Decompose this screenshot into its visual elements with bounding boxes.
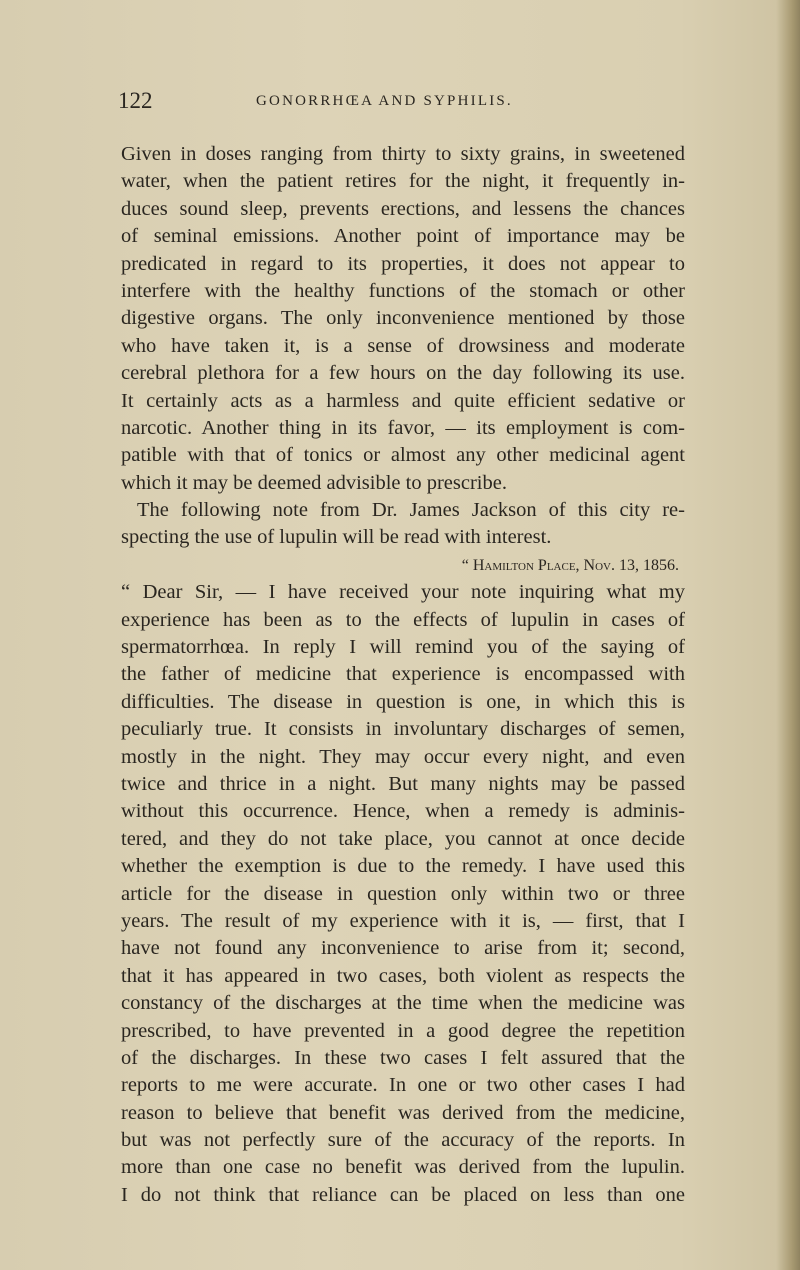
text-line: of the discharges. In these two cases I felt assured that the bbox=[121, 1046, 685, 1069]
text-line: mostly in the night. They may occur every night, and even bbox=[121, 745, 685, 768]
paragraph-end-line: specting the use of lupulin will be read with interest. bbox=[121, 526, 552, 549]
page-number: 122 bbox=[118, 88, 153, 113]
text-line: reason to believe that benefit was derived from the medicine, bbox=[121, 1101, 685, 1124]
text-line: that it has appeared in two cases, both violent as respects the bbox=[121, 964, 685, 987]
paragraph-start-line: The following note from Dr. James Jackson of this city re- bbox=[137, 499, 685, 522]
text-line: difficulties. The disease in question is one, in which this is bbox=[121, 690, 685, 713]
text-line: reports to me were accurate. In one or two other cases I had bbox=[121, 1074, 685, 1097]
text-line: peculiarly true. It consists in involuntary discharges of semen, bbox=[121, 718, 685, 741]
text-line: predicated in regard to its properties, it does not appear to bbox=[121, 252, 685, 275]
text-line: whether the exemption is due to the remedy. I have used this bbox=[121, 855, 685, 878]
text-line: water, when the patient retires for the night, it frequently in- bbox=[121, 170, 685, 193]
text-line: have not found any inconvenience to arise from it; second, bbox=[121, 937, 685, 960]
running-title: GONORRHŒA AND SYPHILIS. bbox=[256, 93, 513, 109]
letter-dateline: “ Hamilton Place, Nov. 13, 1856. bbox=[461, 556, 679, 574]
text-line: tered, and they do not take place, you cannot at once decide bbox=[121, 827, 685, 850]
text-line: spermatorrhœa. In reply I will remind you of the saying of bbox=[121, 636, 685, 659]
text-line: twice and thrice in a night. But many nights may be passed bbox=[121, 772, 685, 795]
text-line: It certainly acts as a harmless and quite efficient sedative or bbox=[121, 389, 685, 412]
text-line: but was not perfectly sure of the accuracy of the reports. In bbox=[121, 1129, 685, 1152]
text-line: years. The result of my experience with it is, — first, that I bbox=[121, 909, 685, 932]
text-line: more than one case no benefit was derived from the lupulin. bbox=[121, 1156, 685, 1179]
letter-salutation-line: “ Dear Sir, — I have received your note inquiring what my bbox=[121, 581, 685, 604]
text-line: I do not think that reliance can be placed on less than one bbox=[121, 1183, 685, 1206]
running-header bbox=[118, 88, 688, 118]
text-line: narcotic. Another thing in its favor, — its employment is com- bbox=[121, 416, 685, 439]
text-line: cerebral plethora for a few hours on the day following its use. bbox=[121, 362, 685, 385]
text-line: who have taken it, is a sense of drowsiness and moderate bbox=[121, 334, 685, 357]
text-line: digestive organs. The only inconvenience mentioned by those bbox=[121, 307, 685, 330]
paragraph-end-line: which it may be deemed advisible to prescribe. bbox=[121, 471, 507, 494]
text-line: experience has been as to the effects of lupulin in cases of bbox=[121, 608, 685, 631]
text-line: prescribed, to have prevented in a good degree the repetition bbox=[121, 1019, 685, 1042]
text-line: of seminal emissions. Another point of importance may be bbox=[121, 225, 685, 248]
text-line: without this occurrence. Hence, when a remedy is adminis- bbox=[121, 800, 685, 823]
text-line: the father of medicine that experience is encompassed with bbox=[121, 663, 685, 686]
text-line: patible with that of tonics or almost any other medicinal agent bbox=[121, 444, 685, 467]
text-line: duces sound sleep, prevents erections, and lessens the chances bbox=[121, 197, 685, 220]
text-line: interfere with the healthy functions of the stomach or other bbox=[121, 279, 685, 302]
text-line: article for the disease in question only within two or three bbox=[121, 882, 685, 905]
page-body-text bbox=[121, 141, 685, 1209]
text-line: Given in doses ranging from thirty to sixty grains, in sweetened bbox=[121, 143, 685, 165]
text-line: constancy of the discharges at the time when the medicine was bbox=[121, 992, 685, 1015]
